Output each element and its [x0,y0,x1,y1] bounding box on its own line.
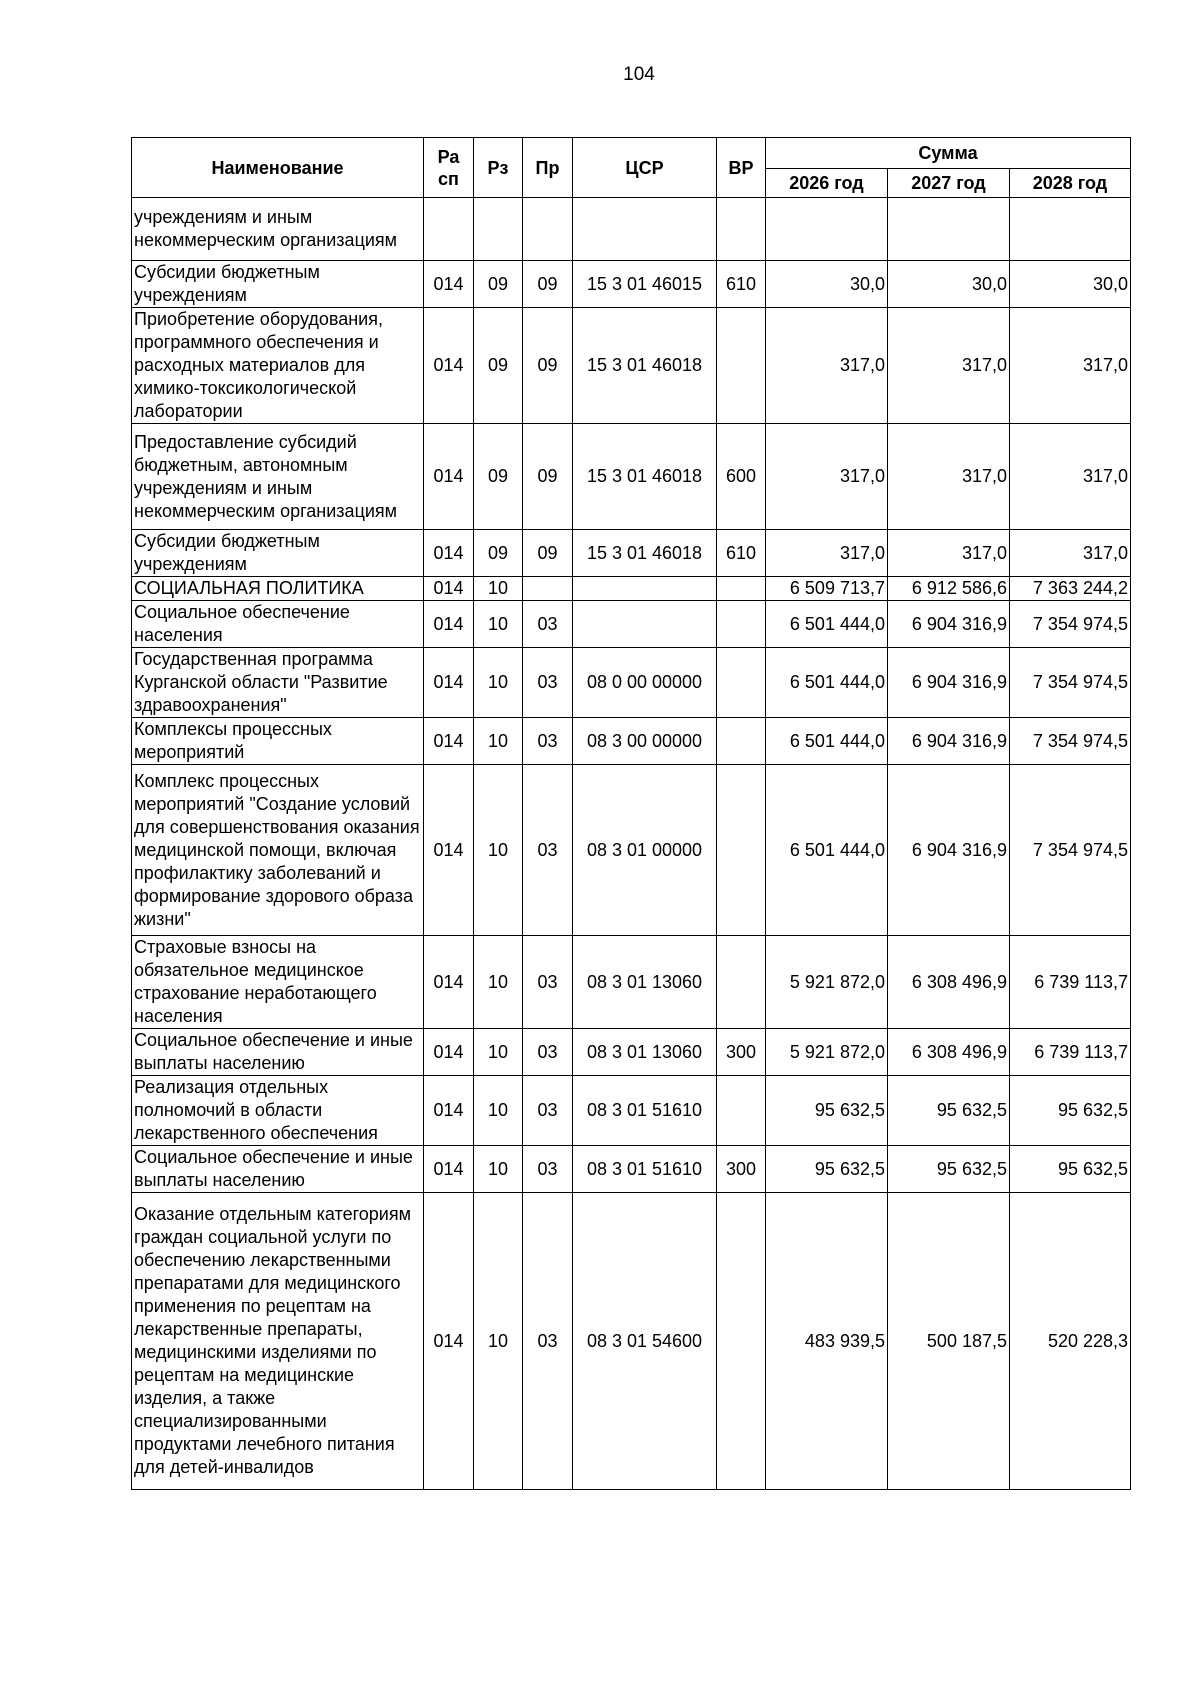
row-rasp: 014 [424,1076,474,1146]
row-name: Реализация отдельных полномочий в области лекарственного обеспечения [132,1076,424,1146]
row-rz: 10 [474,718,523,765]
table-row [132,765,1131,936]
row-sum-2026: 5 921 872,0 [766,1029,888,1076]
row-rasp: 014 [424,765,474,936]
table-row [132,1146,1131,1193]
row-sum-2028 [1010,198,1131,261]
row-rz: 10 [474,1193,523,1490]
row-sum-2027: 95 632,5 [888,1076,1010,1146]
table-row [132,718,1131,765]
row-rasp: 014 [424,648,474,718]
row-csr [573,198,717,261]
row-sum-2028: 6 739 113,7 [1010,936,1131,1029]
row-sum-2028: 7 354 974,5 [1010,648,1131,718]
row-name: Государственная программа Курганской области "Развитие здравоохранения" [132,648,424,718]
row-vr [717,936,766,1029]
row-sum-2027: 6 904 316,9 [888,648,1010,718]
row-sum-2028: 317,0 [1010,424,1131,530]
table-row [132,198,1131,261]
row-sum-2027: 6 904 316,9 [888,601,1010,648]
row-rz: 10 [474,1029,523,1076]
table-row [132,577,1131,601]
table-header-row [132,138,1131,169]
table-row [132,530,1131,577]
row-sum-2027: 30,0 [888,261,1010,308]
row-rz: 09 [474,308,523,424]
row-rasp [424,198,474,261]
row-sum-2026: 317,0 [766,308,888,424]
row-sum-2028: 317,0 [1010,308,1131,424]
row-sum-2027: 6 904 316,9 [888,765,1010,936]
row-vr [717,308,766,424]
table-body [132,198,1131,1490]
row-pr: 03 [523,1193,573,1490]
row-sum-2027: 317,0 [888,424,1010,530]
row-name: Социальное обеспечение и иные выплаты населению [132,1029,424,1076]
row-csr: 15 3 01 46018 [573,424,717,530]
row-csr: 15 3 01 46018 [573,530,717,577]
table-row [132,1193,1131,1490]
row-vr: 600 [717,424,766,530]
row-pr: 09 [523,261,573,308]
row-name: Социальное обеспечение и иные выплаты населению [132,1146,424,1193]
table-row [132,648,1131,718]
row-pr: 03 [523,648,573,718]
row-vr [717,648,766,718]
row-csr: 15 3 01 46015 [573,261,717,308]
row-pr: 03 [523,936,573,1029]
row-sum-2027: 6 308 496,9 [888,1029,1010,1076]
row-name: Оказание отдельным категориям граждан социальной услуги по обеспечению лекарственными препаратами для медицинского применения по рецептам на лекарственные препараты, медицинскими изделиями по рецептам на медицинские изделия, а также специализированными продуктами лечебного питания для детей-инвалидов [132,1193,424,1490]
row-sum-2027: 500 187,5 [888,1193,1010,1490]
header-csr: ЦСР [573,138,717,198]
row-rasp: 014 [424,1193,474,1490]
row-rz [474,198,523,261]
row-sum-2026: 6 509 713,7 [766,577,888,601]
row-sum-2028: 6 739 113,7 [1010,1029,1131,1076]
row-name: СОЦИАЛЬНАЯ ПОЛИТИКА [132,577,424,601]
row-sum-2026: 95 632,5 [766,1076,888,1146]
table-row [132,308,1131,424]
row-pr [523,198,573,261]
row-csr: 08 0 00 00000 [573,648,717,718]
row-pr: 09 [523,424,573,530]
row-sum-2026: 6 501 444,0 [766,648,888,718]
row-vr: 300 [717,1029,766,1076]
row-vr [717,577,766,601]
row-sum-2027: 317,0 [888,308,1010,424]
row-pr: 03 [523,1076,573,1146]
header-name: Наименование [132,138,424,198]
row-sum-2028: 95 632,5 [1010,1146,1131,1193]
row-rz: 09 [474,261,523,308]
row-rz: 10 [474,1146,523,1193]
row-sum-2028: 520 228,3 [1010,1193,1131,1490]
row-rasp: 014 [424,424,474,530]
row-pr: 03 [523,601,573,648]
row-sum-2026: 6 501 444,0 [766,765,888,936]
row-rz: 10 [474,936,523,1029]
header-year-2028: 2028 год [1010,169,1131,198]
row-csr: 08 3 01 51610 [573,1076,717,1146]
row-vr [717,718,766,765]
row-csr: 08 3 00 00000 [573,718,717,765]
row-rz: 09 [474,530,523,577]
row-vr: 610 [717,530,766,577]
row-name: учреждениям и иным некоммерческим организациям [132,198,424,261]
header-pr: Пр [523,138,573,198]
row-vr [717,1076,766,1146]
table-row [132,1029,1131,1076]
header-year-2027: 2027 год [888,169,1010,198]
row-sum-2026: 483 939,5 [766,1193,888,1490]
row-sum-2026: 30,0 [766,261,888,308]
row-sum-2026: 6 501 444,0 [766,718,888,765]
table-row [132,601,1131,648]
row-sum-2026: 6 501 444,0 [766,601,888,648]
row-sum-2027: 6 308 496,9 [888,936,1010,1029]
page-number: 104 [623,64,655,85]
row-pr: 03 [523,718,573,765]
table-row [132,1076,1131,1146]
row-pr: 09 [523,308,573,424]
row-rz: 09 [474,424,523,530]
row-pr: 03 [523,765,573,936]
row-sum-2027 [888,198,1010,261]
row-vr: 610 [717,261,766,308]
row-name: Социальное обеспечение населения [132,601,424,648]
row-sum-2027: 6 912 586,6 [888,577,1010,601]
row-rasp: 014 [424,577,474,601]
row-csr: 08 3 01 51610 [573,1146,717,1193]
row-pr: 09 [523,530,573,577]
row-name: Субсидии бюджетным учреждениям [132,530,424,577]
row-sum-2028: 317,0 [1010,530,1131,577]
row-sum-2027: 317,0 [888,530,1010,577]
table-row [132,936,1131,1029]
row-sum-2028: 7 354 974,5 [1010,765,1131,936]
row-sum-2028: 7 363 244,2 [1010,577,1131,601]
row-sum-2027: 6 904 316,9 [888,718,1010,765]
row-csr: 08 3 01 54600 [573,1193,717,1490]
row-rasp: 014 [424,601,474,648]
row-pr: 03 [523,1146,573,1193]
row-csr: 08 3 01 00000 [573,765,717,936]
budget-table [131,137,1131,1490]
header-vr: ВР [717,138,766,198]
row-sum-2026: 317,0 [766,424,888,530]
row-rz: 10 [474,648,523,718]
row-rz: 10 [474,601,523,648]
row-name: Комплексы процессных мероприятий [132,718,424,765]
row-csr [573,601,717,648]
row-name: Приобретение оборудования, программного обеспечения и расходных материалов для химико-токсикологической лаборатории [132,308,424,424]
row-sum-2027: 95 632,5 [888,1146,1010,1193]
row-vr: 300 [717,1146,766,1193]
header-year-2026: 2026 год [766,169,888,198]
row-pr: 03 [523,1029,573,1076]
row-rasp: 014 [424,718,474,765]
row-rasp: 014 [424,936,474,1029]
row-vr [717,765,766,936]
row-name: Комплекс процессных мероприятий "Создание условий для совершенствования оказания медицинской помощи, включая профилактику заболеваний и формирование здорового образа жизни" [132,765,424,936]
header-summa: Сумма [766,138,1131,169]
row-csr: 08 3 01 13060 [573,1029,717,1076]
row-csr: 08 3 01 13060 [573,936,717,1029]
row-csr: 15 3 01 46018 [573,308,717,424]
row-rz: 10 [474,577,523,601]
row-vr [717,601,766,648]
row-sum-2026: 95 632,5 [766,1146,888,1193]
row-name: Страховые взносы на обязательное медицинское страхование неработающего населения [132,936,424,1029]
row-name: Предоставление субсидий бюджетным, автономным учреждениям и иным некоммерческим организациям [132,424,424,530]
row-sum-2028: 7 354 974,5 [1010,718,1131,765]
table-row [132,261,1131,308]
header-rz: Рз [474,138,523,198]
row-sum-2028: 7 354 974,5 [1010,601,1131,648]
row-rasp: 014 [424,261,474,308]
row-name: Субсидии бюджетным учреждениям [132,261,424,308]
row-sum-2026: 317,0 [766,530,888,577]
row-rz: 10 [474,765,523,936]
header-rasp: Ра сп [424,138,474,198]
row-pr [523,577,573,601]
row-rasp: 014 [424,530,474,577]
row-rasp: 014 [424,308,474,424]
row-csr [573,577,717,601]
row-rz: 10 [474,1076,523,1146]
row-sum-2026 [766,198,888,261]
row-sum-2028: 95 632,5 [1010,1076,1131,1146]
row-vr [717,1193,766,1490]
table-row [132,424,1131,530]
row-rasp: 014 [424,1029,474,1076]
row-vr [717,198,766,261]
row-rasp: 014 [424,1146,474,1193]
row-sum-2028: 30,0 [1010,261,1131,308]
row-sum-2026: 5 921 872,0 [766,936,888,1029]
